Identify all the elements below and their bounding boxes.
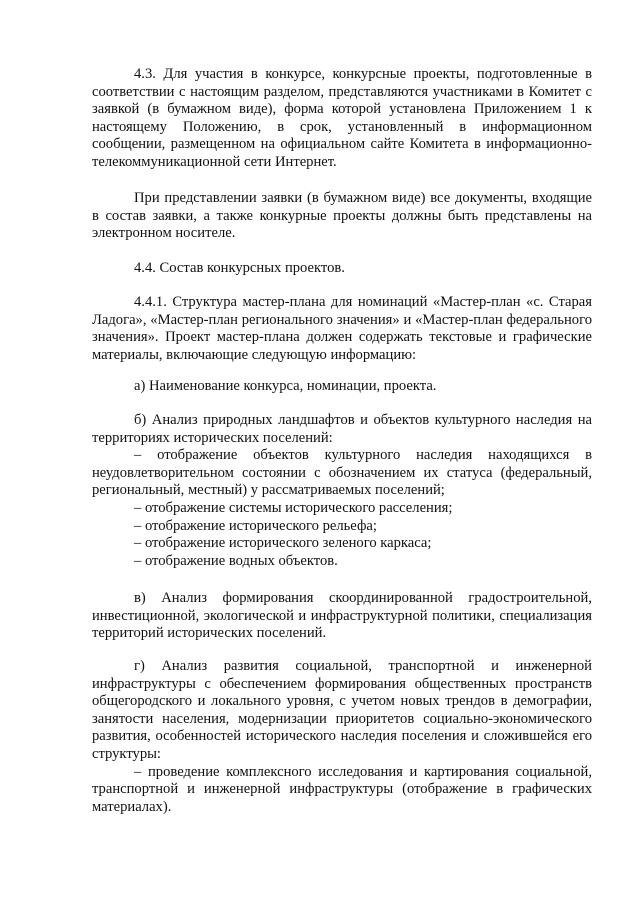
section-4-3 <box>92 66 592 172</box>
paragraph-item-b: б) Анализ природных ландшафтов и объектов культурного наследия на территориях исторических поселений: <box>92 412 592 446</box>
item-b <box>92 412 592 570</box>
list-item-b-2: – отображение системы исторического расселения; <box>134 499 453 516</box>
paragraph-submission-note: При представлении заявки (в бумажном виде) все документы, входящие в состав заявки, а также конкурные проекты должны быть представлены на электронном носителе. <box>92 190 592 242</box>
paragraph-item-a: а) Наименование конкурса, номинации, проекта. <box>134 378 437 394</box>
list-item-b-4: – отображение исторического зеленого каркаса; <box>134 535 432 552</box>
item-a <box>92 378 592 396</box>
paragraph-4-4-1: 4.4.1. Структура мастер-плана для номинаций «Мастер-план «с. Старая Ладога», «Мастер-план регионального значения» и «Мастер-план федерального значения». Проект мастер-плана должен содержать текстовые и графические материалы, включающие следующую информацию: <box>92 294 592 363</box>
list-item-b-1: – отображение объектов культурного наследия находящихся в неудовлетворительном состоянии с обозначением их статуса (федеральный, региональный, местный) у рассматриваемых поселений; <box>92 447 592 499</box>
section-4-4-1 <box>92 294 592 364</box>
item-g <box>92 658 592 816</box>
paragraph-4-4: 4.4. Состав конкурсных проектов. <box>134 260 345 276</box>
list-item-b-3: – отображение исторического рельефа; <box>134 517 377 534</box>
list-item-b-5: – отображение водных объектов. <box>134 552 338 569</box>
list-item-g-1: – проведение комплексного исследования и картирования социальной, транспортной и инженерной инфраструктуры (отображение в графических материалах). <box>92 763 592 815</box>
paragraph-4-3: 4.3. Для участия в конкурсе, конкурсные проекты, подготовленные в соответствии с настоящим разделом, представляются участниками в Комитет с заявкой (в бумажном виде), форма которой установлена Приложением 1 к настоящему Положению, в срок, установленный в информационном сообщении, размещенном на официальном сайте Комитета в информационно-телекоммуникационной сети Интернет. <box>92 66 592 170</box>
paragraph-item-v: в) Анализ формирования скоординированной градостроительной, инвестиционной, экологической и инфраструктурной политики, специализация территорий исторических поселений. <box>92 590 592 642</box>
paragraph-item-g: г) Анализ развития социальной, транспортной и инженерной инфраструктуры с обеспечением формирования общественных пространств общегородского и локального уровня, с учетом новых трендов в демографии, занятости населения, модернизации приоритетов социально-экономического развития, особенностей исторического наследия поселения и сложившейся его структуры: <box>92 658 592 762</box>
section-4-4 <box>92 260 592 278</box>
section-4-3-note <box>92 190 592 243</box>
item-v <box>92 590 592 643</box>
